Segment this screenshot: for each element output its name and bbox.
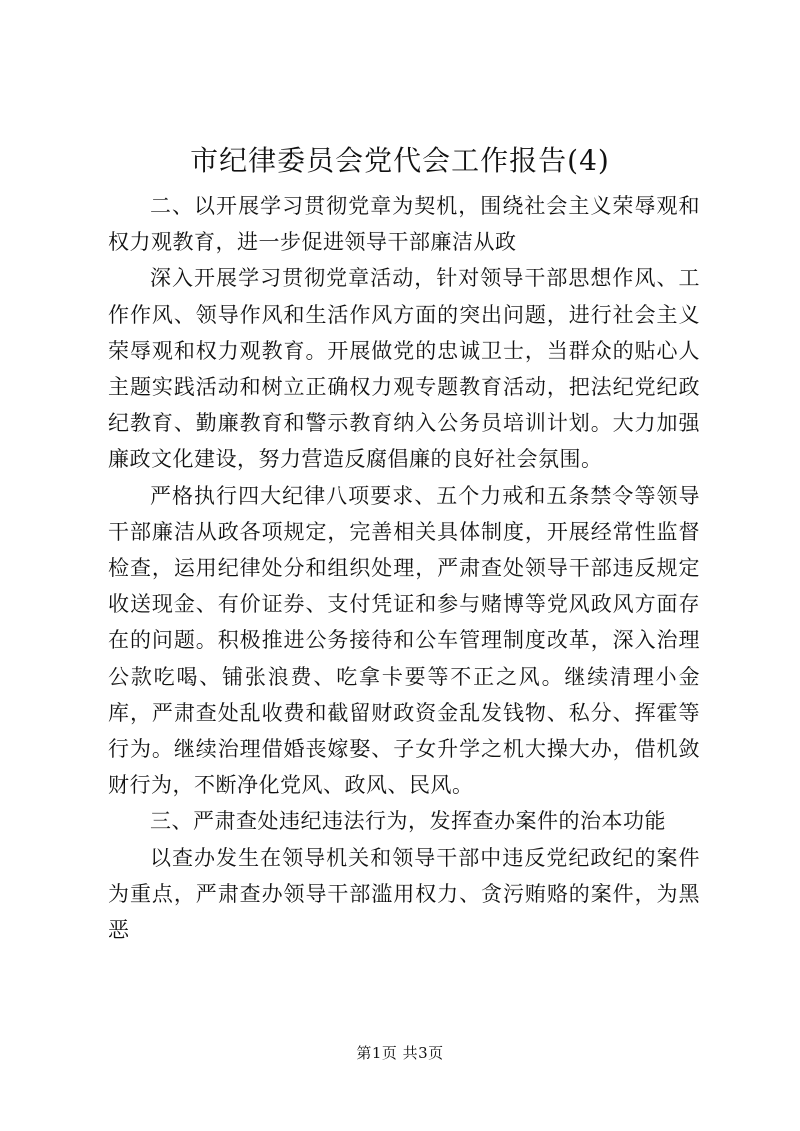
section-heading-2: 二、以开展学习贯彻党章为契机，围绕社会主义荣辱观和权力观教育，进一步促进领导干部廉洁从政 bbox=[108, 194, 700, 255]
body-paragraph: 严格执行四大纪律八项要求、五个力戒和五条禁令等领导干部廉洁从政各项规定，完善相关具体制度，开展经常性监督检查，运用纪律处分和组织处理，严肃查处领导干部违反规定收送现金、有价证券、支付凭证和参与赌博等党风政风方面存在的问题。积极推进公务接待和公车管理制度改革，深入治理公款吃喝、铺张浪费、吃拿卡要等不正之风。继续清理小金库，严肃查处乱收费和截留财政资金乱发钱物、私分、挥霍等行为。继续治理借婚丧嫁娶、子女升学之机大操大办，借机敛财行为，不断净化党风、政风、民风。 bbox=[108, 483, 700, 798]
page-footer: 第1页 共3页 bbox=[356, 1044, 444, 1062]
document-body bbox=[108, 188, 700, 948]
body-paragraph: 以查办发生在领导机关和领导干部中违反党纪政纪的案件为重点，严肃查办领导干部滥用权力、贪污贿赂的案件，为黑恶 bbox=[108, 845, 700, 943]
document-title: 市纪律委员会党代会工作报告(4) bbox=[190, 144, 610, 177]
section-heading-3: 三、严肃查处违纪违法行为，发挥查办案件的治本功能 bbox=[150, 809, 666, 834]
body-paragraph: 深入开展学习贯彻党章活动，针对领导干部思想作风、工作作风、领导作风和生活作风方面的突出问题，进行社会主义荣辱观和权力观教育。开展做党的忠诚卫士，当群众的贴心人主题实践活动和树立正确权力观专题教育活动，把法纪党纪政纪教育、勤廉教育和警示教育纳入公务员培训计划。大力加强廉政文化建设，努力营造反腐倡廉的良好社会氛围。 bbox=[108, 266, 700, 472]
